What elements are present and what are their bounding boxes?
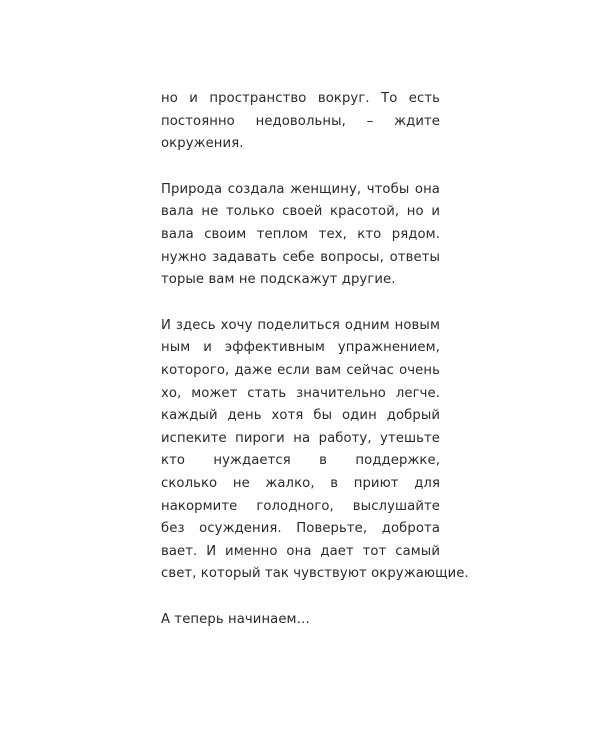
paragraph [161,88,440,156]
text-line: постоянно недовольны, – ждите [161,113,440,129]
text-line: хо, может стать значительно легче. [161,385,440,401]
text-line: которого, даже если вам сейчас очень [161,362,440,378]
text-line: Природа создала женщину, чтобы она [161,181,440,197]
text-column [161,88,469,654]
text-line: И здесь хочу поделиться одним новым [161,317,440,333]
text-line: ным и эффективным упражнением, [161,340,440,356]
text-line: нужно задавать себе вопросы, ответы [161,249,440,265]
paragraph [161,609,440,632]
text-line: каждый день хотя бы один добрый [161,408,440,424]
text-line: свет, который так чувствуют окружающие. [161,566,469,582]
text-line: вала не только своей красотой, но и [161,204,440,220]
paragraph [161,179,440,292]
text-line: без осуждения. Поверьте, доброта [161,521,440,537]
text-line: но и пространство вокруг. То есть [161,91,440,106]
text-line: накормите голодного, выслушайте [161,498,440,514]
text-line: сколько не жалко, в приют для [161,475,440,491]
text-line: вает. И именно она дает тот самый [161,543,440,559]
text-line: окружения. [161,136,244,152]
text-line: торые вам не подскажут другие. [161,272,396,288]
paragraph [161,315,469,586]
text-line: кто нуждается в поддержке, [161,453,440,469]
text-line: вала своим теплом тех, кто рядом. [161,226,440,242]
text-line: испеките пироги на работу, утешьте [161,430,440,446]
text-line: А теперь начинаем… [161,611,310,627]
